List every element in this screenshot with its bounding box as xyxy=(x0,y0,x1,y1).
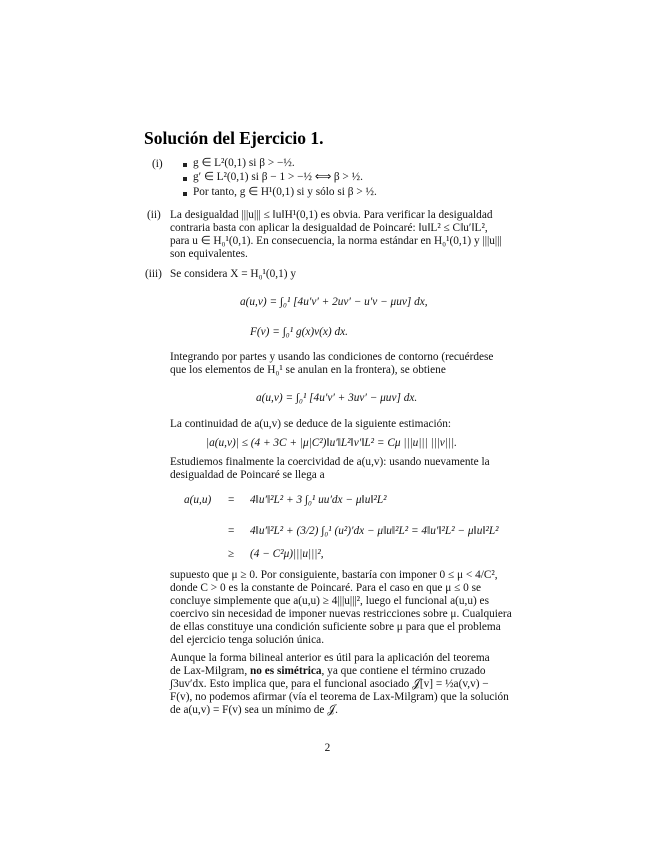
item-iii-par4-line-4: coercivo sin necesidad de imponer nuevas restricciones sobre μ. Cualquiera xyxy=(170,608,512,620)
item-ii-line-2: contraria basta con aplicar la desigualdad de Poincaré: ‖u‖L² ≤ C‖u′‖L², xyxy=(170,222,488,234)
item-iii-par5-line-2 xyxy=(170,665,486,678)
page-number: 2 xyxy=(324,742,331,754)
equation-a: a(u,v) = ∫₀¹ [4u′v′ + 2uv′ − u′v − μuv] dx, xyxy=(240,296,428,308)
coercivity-rhs: 4‖u′‖²L² + 3 ∫₀¹ uu′dx − μ‖u‖²L² xyxy=(250,494,387,506)
coercivity-relation: = xyxy=(228,494,235,506)
item-ii-line-1: La desigualdad |||u||| ≤ ‖u‖H¹(0,1) es obvia. Para verificar la desigualdad xyxy=(170,209,493,221)
item-iii-par4-line-3: concluye simplemente que a(u,u) ≥ 4|||u|||², luego el funcional a(u,u) es xyxy=(170,595,489,607)
emphasis-not-symmetric: no es simétrica xyxy=(250,665,322,677)
item-label-iii: (iii) xyxy=(145,268,162,280)
par5-text: , ya que contiene el término cruzado xyxy=(321,665,486,677)
section-title: Solución del Ejercicio 1. xyxy=(144,128,324,148)
coercivity-lhs: a(u,u) xyxy=(184,494,212,506)
coercivity-relation: = xyxy=(228,525,235,537)
bullet-icon xyxy=(183,192,187,196)
item-iii-par1-line-1: Integrando por partes y usando las condiciones de contorno (recuérdese xyxy=(170,351,494,363)
item-iii-par4-line-6: del ejercicio tenga solución única. xyxy=(170,634,325,646)
coercivity-relation: ≥ xyxy=(228,548,235,560)
bullet-icon xyxy=(183,177,187,181)
equation-continuity: |a(u,v)| ≤ (4 + 3C + |μ|C²)‖u′‖L²‖v′‖L² = Cμ |||u||| |||v|||. xyxy=(206,437,457,449)
item-ii-line-3: para u ∈ H₀¹(0,1). En consecuencia, la norma estándar en H₀¹(0,1) y |||u||| xyxy=(170,235,502,247)
item-iii-intro: Se considera X = H₀¹(0,1) y xyxy=(170,268,297,280)
equation-a-integrated: a(u,v) = ∫₀¹ [4u′v′ + 3uv′ − μuv] dx. xyxy=(256,392,418,404)
item-iii-par4-line-5: de ellas constituye una condición suficiente sobre μ para que el problema xyxy=(170,621,501,633)
item-iii-par3-line-2: desigualdad de Poincaré se llega a xyxy=(170,469,325,481)
item-iii-par5-line-1: Aunque la forma bilineal anterior es útil para la aplicación del teorema xyxy=(170,652,490,664)
item-iii-par4-line-1: supuesto que μ ≥ 0. Por consiguiente, bastaría con imponer 0 ≤ μ < 4/C², xyxy=(170,569,498,581)
item-i-bullet-2: g′ ∈ L²(0,1) si β − 1 > −½ ⟺ β > ½. xyxy=(193,171,363,183)
coercivity-rhs: 4‖u′‖²L² + (3/2) ∫₀¹ (u²)′dx − μ‖u‖²L² = 4‖u′‖²L² − μ‖u‖²L² xyxy=(250,525,499,537)
item-iii-par5-line-5: de a(u,v) = F(v) sea un mínimo de 𝒥. xyxy=(170,704,338,716)
bullet-icon xyxy=(183,163,187,167)
item-iii-par4-line-2: donde C > 0 es la constante de Poincaré. Para el caso en que μ ≤ 0 se xyxy=(170,582,481,594)
item-iii-par3-line-1: Estudiemos finalmente la coercividad de a(u,v): usando nuevamente la xyxy=(170,456,490,468)
item-i-bullet-1: g ∈ L²(0,1) si β > −½. xyxy=(193,157,295,169)
item-label-i: (i) xyxy=(152,158,163,170)
par5-text: de Lax-Milgram, xyxy=(170,665,250,677)
item-iii-par5-line-3: ∫3uv′dx. Esto implica que, para el funcional asociado 𝒥[v] = ½a(v,v) − xyxy=(170,678,489,690)
item-iii-par5-line-4: F(v), no podemos afirmar (vía el teorema de Lax-Milgram) que la solución xyxy=(170,691,509,703)
item-i-bullet-3: Por tanto, g ∈ H¹(0,1) si y sólo si β > ½. xyxy=(193,186,377,198)
coercivity-rhs: (4 − C²μ)|||u|||², xyxy=(250,548,324,560)
item-label-ii: (ii) xyxy=(147,209,161,221)
equation-F: F(v) = ∫₀¹ g(x)v(x) dx. xyxy=(250,326,348,338)
item-iii-par2: La continuidad de a(u,v) se deduce de la siguiente estimación: xyxy=(170,418,452,430)
item-ii-line-4: son equivalentes. xyxy=(170,248,248,260)
item-iii-par1-line-2: que los elementos de H₀¹ se anulan en la frontera), se obtiene xyxy=(170,364,446,376)
